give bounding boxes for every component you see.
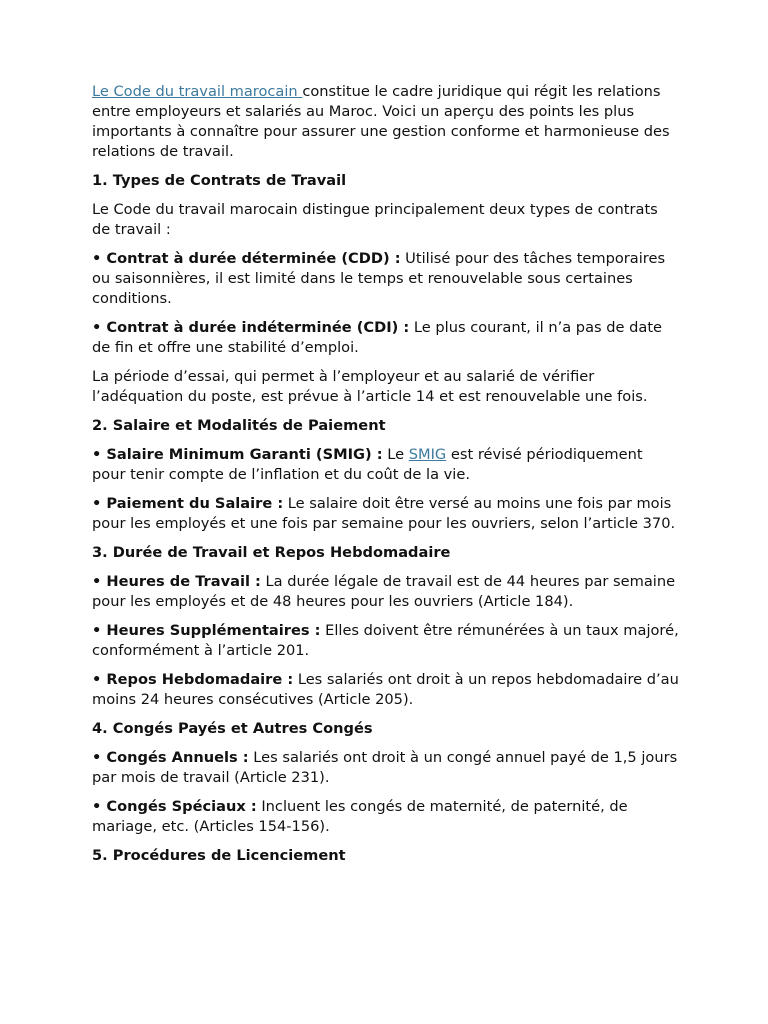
code-travail-link[interactable]: Le Code du travail marocain xyxy=(92,83,303,100)
intro-paragraph xyxy=(92,82,680,162)
heures-travail-text: La durée légale de travail est de 44 heures par semaine pour les employés et de 48 heures pour les ouvriers (Article 184). xyxy=(92,573,676,610)
repos-text: Les salariés ont droit à un repos hebdomadaire d’au moins 24 heures consécutives (Article 205). xyxy=(92,671,679,708)
conges-speciaux-text: Incluent les congés de maternité, de paternité, de mariage, etc. (Articles 154-156). xyxy=(92,798,628,835)
heures-travail-label: • Heures de Travail : xyxy=(92,573,261,590)
repos-label: • Repos Hebdomadaire : xyxy=(92,671,294,688)
cdd-item xyxy=(92,249,680,309)
heures-supp-text: Elles doivent être rémunérées à un taux majoré, conformément à l’article 201. xyxy=(92,622,679,659)
repos-item xyxy=(92,670,680,710)
heures-travail-item xyxy=(92,572,680,612)
section-4-heading: 4. Congés Payés et Autres Congés xyxy=(92,720,373,737)
conges-annuels-text: Les salariés ont droit à un congé annuel payé de 1,5 jours par mois de travail (Article 231). xyxy=(92,749,678,786)
heures-supp-item xyxy=(92,621,680,661)
smig-label: • Salaire Minimum Garanti (SMIG) : xyxy=(92,446,383,463)
conges-annuels-item xyxy=(92,748,680,788)
section-1-intro: Le Code du travail marocain distingue principalement deux types de contrats de travail : xyxy=(92,201,658,238)
paiement-item xyxy=(92,494,680,534)
smig-link[interactable]: SMIG xyxy=(408,446,447,463)
section-1-heading: 1. Types de Contrats de Travail xyxy=(92,172,347,189)
heures-supp-label: • Heures Supplémentaires : xyxy=(92,622,321,639)
cdd-text: Utilisé pour des tâches temporaires ou saisonnières, il est limité dans le temps et renouvelable sous certaines conditions. xyxy=(92,250,666,307)
paiement-label: • Paiement du Salaire : xyxy=(92,495,284,512)
section-5-heading: 5. Procédures de Licenciement xyxy=(92,847,346,864)
smig-item xyxy=(92,445,680,485)
cdi-text: Le plus courant, il n’a pas de date de fin et offre une stabilité d’emploi. xyxy=(92,319,663,356)
periode-essai-note: La période d’essai, qui permet à l’employeur et au salarié de vérifier l’adéquation du poste, est prévue à l’article 14 et est renouvelable une fois. xyxy=(92,368,648,405)
cdi-label: • Contrat à durée indéterminée (CDI) : xyxy=(92,319,410,336)
cdd-label: • Contrat à durée déterminée (CDD) : xyxy=(92,250,401,267)
conges-annuels-label: • Congés Annuels : xyxy=(92,749,249,766)
conges-speciaux-item xyxy=(92,797,680,837)
paiement-text: Le salaire doit être versé au moins une fois par mois pour les employés et une fois par semaine pour les ouvriers, selon l’article 370. xyxy=(92,495,676,532)
section-2-heading: 2. Salaire et Modalités de Paiement xyxy=(92,417,386,434)
conges-speciaux-label: • Congés Spéciaux : xyxy=(92,798,257,815)
intro-text: constitue le cadre juridique qui régit les relations entre employeurs et salariés au Maroc. Voici un aperçu des points les plus importants à connaître pour assurer une gestion conforme et harmonieuse des relations de travail. xyxy=(92,83,670,160)
section-3-heading: 3. Durée de Travail et Repos Hebdomadaire xyxy=(92,544,451,561)
smig-post: est révisé périodiquement pour tenir compte de l’inflation et du coût de la vie. xyxy=(92,446,643,483)
cdi-item xyxy=(92,318,680,358)
smig-pre: Le xyxy=(382,446,409,463)
